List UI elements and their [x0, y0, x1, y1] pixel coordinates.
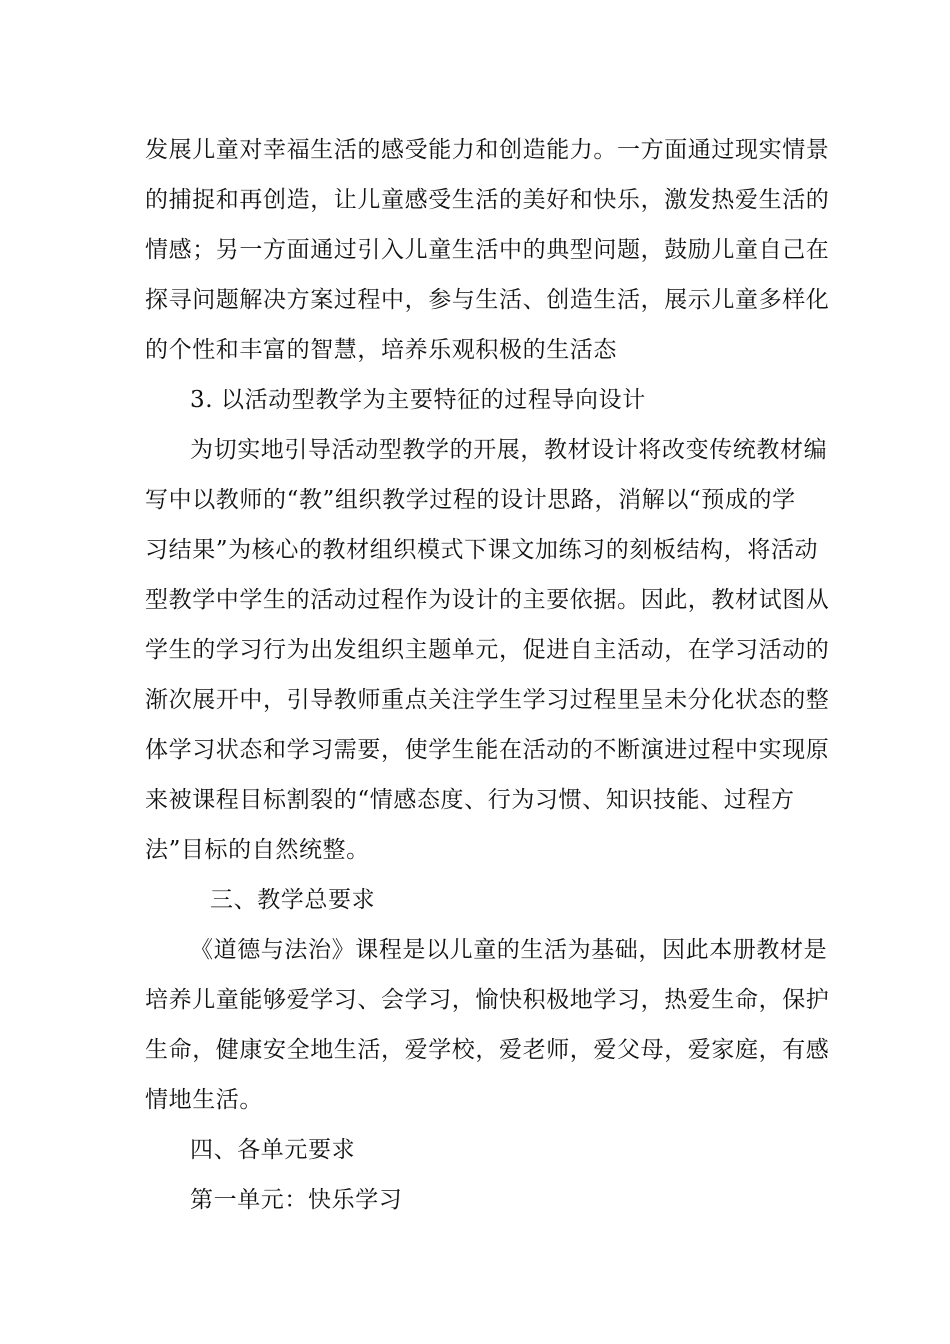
paragraph-line: 法”目标的自然统整。 — [145, 837, 370, 863]
paragraph-line: 写中以教师的“教”组织教学过程的设计思路，消解以“预成的学 — [145, 487, 796, 513]
paragraph-line: 学生的学习行为出发组织主题单元，促进自主活动，在学习活动的 — [145, 637, 830, 663]
paragraph-line: 习结果”为核心的教材组织模式下课文加练习的刻板结构，将活动 — [145, 537, 819, 563]
paragraph-line: 培养儿童能够爱学习、会学习，愉快积极地学习，热爱生命，保护 — [145, 987, 830, 1013]
paragraph-line: 探寻问题解决方案过程中，参与生活、创造生活，展示儿童多样化 — [145, 287, 830, 313]
section-heading: 三、教学总要求 — [210, 887, 376, 913]
paragraph-line: 生命，健康安全地生活，爱学校，爱老师，爱父母，爱家庭，有感 — [145, 1037, 830, 1063]
paragraph-line: 的捕捉和再创造，让儿童感受生活的美好和快乐，激发热爱生活的 — [145, 187, 830, 213]
paragraph-line: 体学习状态和学习需要，使学生能在活动的不断演进过程中实现原 — [145, 737, 830, 763]
section-heading: 3. 以活动型教学为主要特征的过程导向设计 — [190, 387, 646, 413]
paragraph-line: 情感；另一方面通过引入儿童生活中的典型问题，鼓励儿童自己在 — [145, 237, 830, 263]
paragraph-line: 《道德与法治》课程是以儿童的生活为基础，因此本册教材是 — [190, 937, 828, 963]
paragraph-line: 渐次展开中，引导教师重点关注学生学习过程里呈未分化状态的整 — [145, 687, 830, 713]
paragraph-line: 的个性和丰富的智慧，培养乐观积极的生活态 — [145, 337, 617, 363]
subsection-heading: 第一单元：快乐学习 — [190, 1187, 403, 1213]
paragraph-line: 型教学中学生的活动过程作为设计的主要依据。因此，教材试图从 — [145, 587, 830, 613]
section-heading: 四、各单元要求 — [190, 1137, 356, 1163]
paragraph-line: 情地生活。 — [145, 1087, 263, 1113]
paragraph-line: 发展儿童对幸福生活的感受能力和创造能力。一方面通过现实情景 — [145, 137, 830, 163]
paragraph-line: 为切实地引导活动型教学的开展，教材设计将改变传统教材编 — [190, 437, 828, 463]
paragraph-line: 来被课程目标割裂的“情感态度、行为习惯、知识技能、过程方 — [145, 787, 795, 813]
